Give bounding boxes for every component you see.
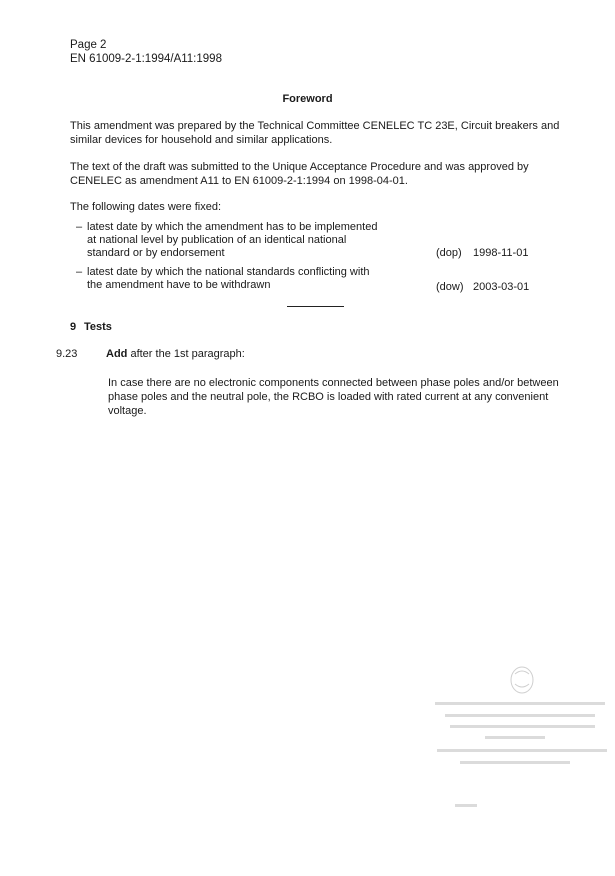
clause-heading: [56, 348, 245, 360]
faded-stamp: [425, 660, 610, 820]
clause-keyword: Add: [106, 348, 128, 360]
section-title: Tests: [84, 321, 112, 333]
foreword-paragraph-1: This amendment was prepared by the Technical Committee CENELEC TC 23E, Circuit breakers and similar devices for household and similar applications.: [70, 120, 560, 146]
list-dash: –: [76, 266, 83, 278]
clause-text: In case there are no electronic components connected between phase poles and/or between phase poles and the neutral pole, the RCBO is loaded with rated current at any convenient voltage.: [108, 377, 559, 417]
date-code: (dow): [436, 281, 464, 293]
date-value: 2003-03-01: [473, 281, 530, 293]
divider-rule: [287, 306, 344, 307]
page-label: Page 2: [70, 39, 107, 51]
date-description: latest date by which the amendment has to be implemented at national level by publication of an identical national standard or by endorsement: [87, 221, 378, 259]
clause-instruction: after the 1st paragraph:: [130, 348, 245, 360]
date-value: 1998-11-01: [473, 247, 529, 259]
foreword-paragraph-2: The text of the draft was submitted to the Unique Acceptance Procedure and was approved by CENELEC as amendment A11 to EN 61009-2-1:1994 on 1998-04-01.: [70, 161, 529, 187]
date-description: latest date by which the national standards conflicting with the amendment have to be withdrawn: [87, 266, 370, 291]
section-heading: [70, 321, 112, 333]
foreword-title: Foreword: [282, 93, 333, 105]
section-number: 9: [70, 321, 77, 333]
foreword-paragraph-3: The following dates were fixed:: [70, 201, 222, 213]
clause-number: 9.23: [56, 348, 78, 360]
list-dash: –: [76, 221, 83, 233]
page-header: [70, 38, 222, 66]
date-code: (dop): [436, 247, 462, 259]
document-id: EN 61009-2-1:1994/A11:1998: [70, 53, 222, 65]
